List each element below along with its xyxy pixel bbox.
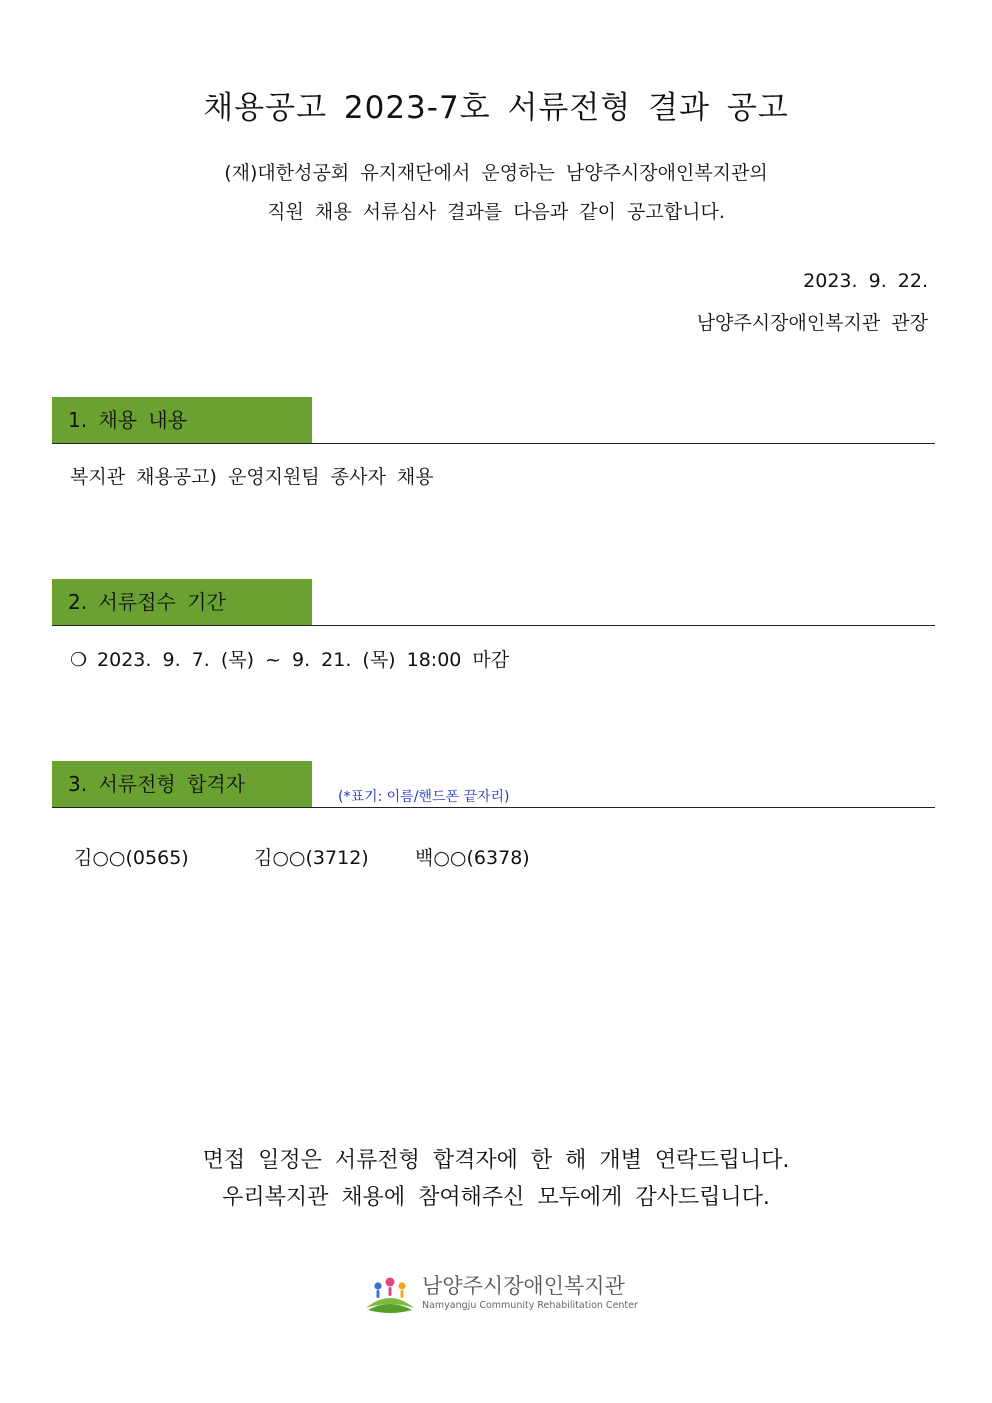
closing-line-2: 우리복지관 채용에 참여해주신 모두에게 감사드립니다.: [222, 1185, 770, 1210]
logo-name-english: Namyangju Community Rehabilitation Center: [422, 1300, 638, 1311]
section-body-period: [70, 645, 509, 672]
section-divider: [52, 443, 935, 444]
logo-mark-icon: [364, 1270, 416, 1316]
section-divider: [52, 625, 935, 626]
page-title: 채용공고 2023-7호 서류전형 결과 공고: [203, 90, 789, 126]
intro-line-1: (재)대한성공회 유지재단에서 운영하는 남양주시장애인복지관의: [224, 162, 768, 184]
notation-note: (*표기: 이름/핸드폰 끝자리): [338, 789, 510, 805]
announcement-date: 2023. 9. 22.: [803, 270, 928, 292]
period-text: 2023. 9. 7. (목) ~ 9. 21. (목) 18:00 마감: [97, 649, 510, 671]
section-heading-period: 2. 서류접수 기간: [52, 579, 312, 625]
passer-item: 김○○(3712): [254, 847, 369, 869]
passer-item: 김○○(0565): [74, 847, 189, 869]
issuer: 남양주시장애인복지관 관장: [696, 312, 928, 334]
section-heading-passers: 3. 서류전형 합격자: [52, 761, 312, 807]
section-body-recruitment: 복지관 채용공고) 운영지원팀 종사자 채용: [70, 466, 434, 488]
closing-line-1: 면접 일정은 서류전형 합격자에 한 해 개별 연락드립니다.: [202, 1148, 790, 1173]
passer-item: 백○○(6378): [415, 847, 530, 869]
bullet-circle-icon: ❍: [70, 649, 88, 671]
organization-logo: [364, 1270, 644, 1320]
section-heading-recruitment: 1. 채용 내용: [52, 397, 312, 443]
section-divider: [52, 807, 935, 808]
logo-name-korean: 남양주시장애인복지관: [422, 1274, 625, 1298]
intro-line-2: 직원 채용 서류심사 결과를 다음과 같이 공고합니다.: [267, 201, 725, 223]
